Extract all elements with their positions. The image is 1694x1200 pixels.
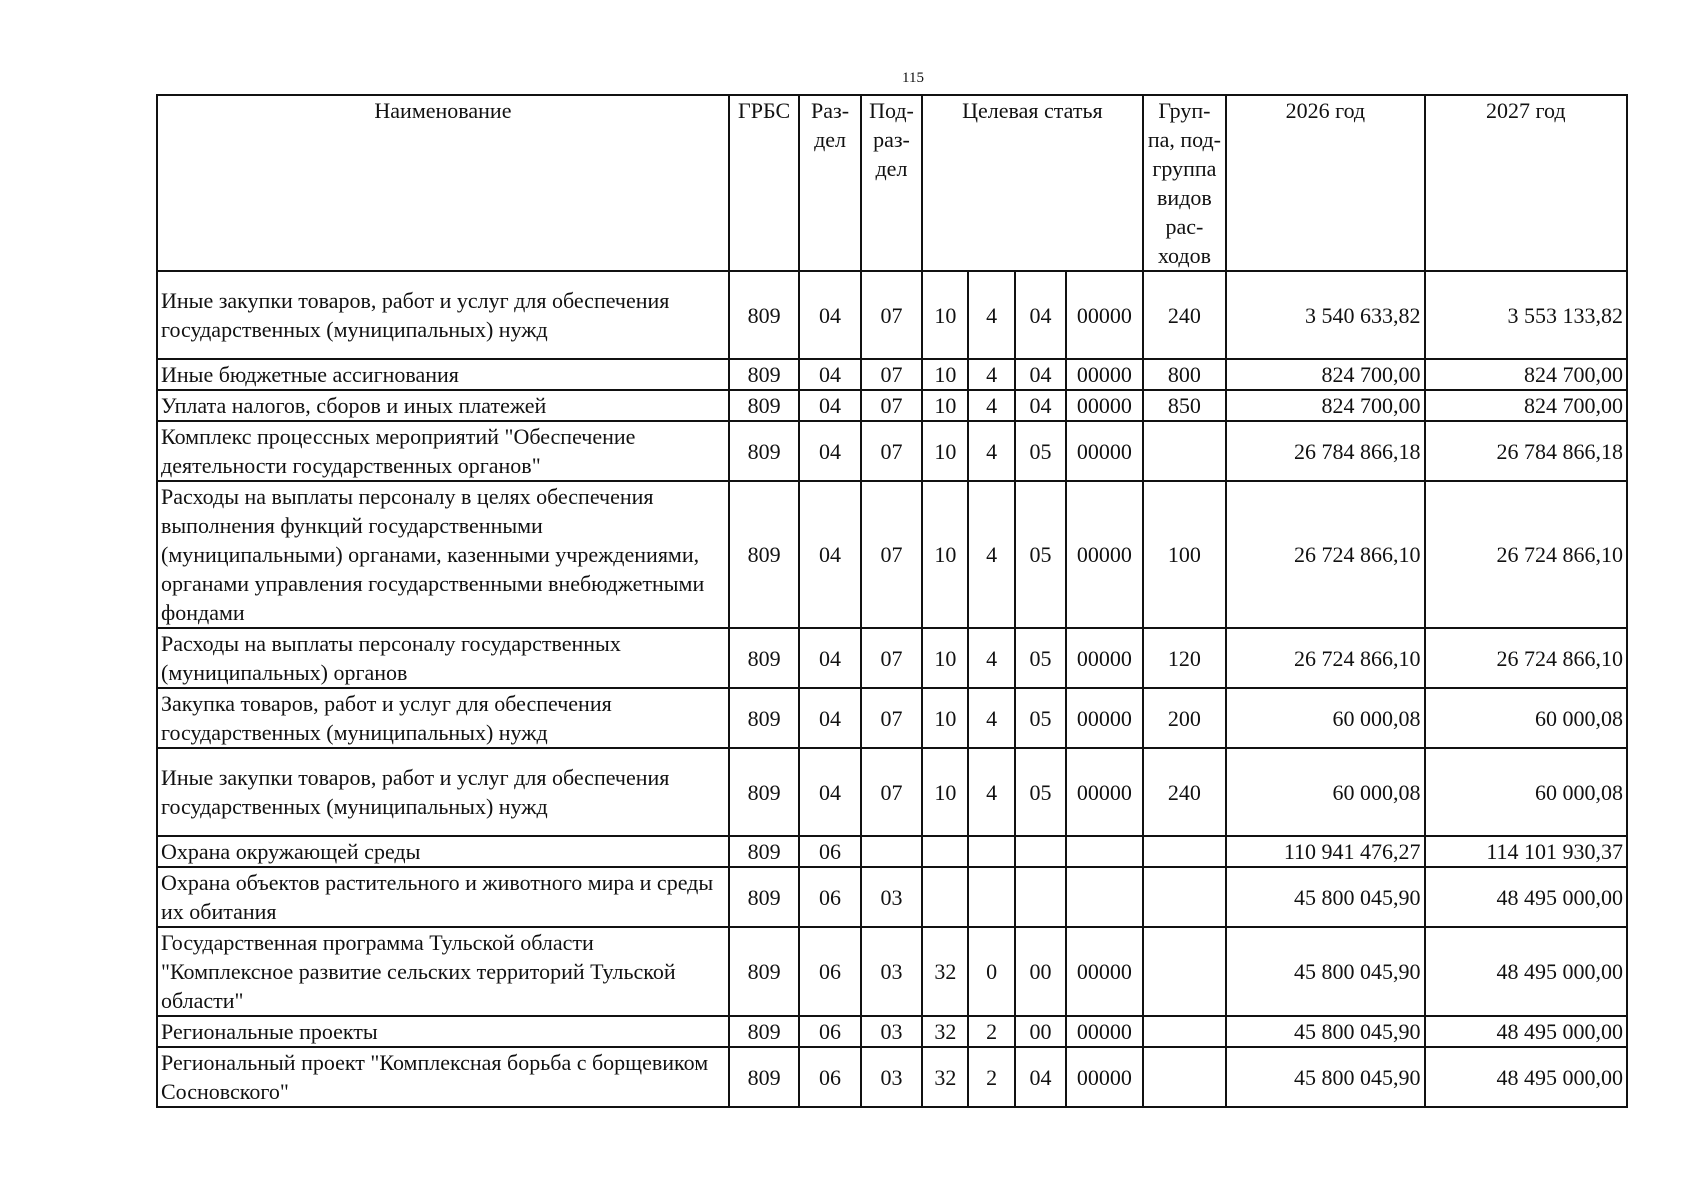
table-row <box>157 1016 1627 1047</box>
cell-2027: 48 495 000,00 <box>1425 1047 1627 1107</box>
cell-target-type: 4 <box>968 421 1014 481</box>
cell-target-direction: 00000 <box>1066 688 1143 748</box>
cell-2027: 824 700,00 <box>1425 390 1627 421</box>
cell-name: Иные закупки товаров, работ и услуг для обеспечения государственных (муниципальных) нужд <box>157 271 729 359</box>
cell-podrazdel: 07 <box>861 421 922 481</box>
cell-target-direction: 00000 <box>1066 1047 1143 1107</box>
cell-name: Охрана окружающей среды <box>157 836 729 867</box>
cell-2026: 26 724 866,10 <box>1226 481 1424 628</box>
cell-podrazdel: 03 <box>861 1016 922 1047</box>
header-gruppa: Груп- па, под- группа видов рас- ходов <box>1143 95 1227 271</box>
cell-target-subprogram: 04 <box>1015 390 1066 421</box>
cell-target-program: 32 <box>922 1047 968 1107</box>
table-row <box>157 628 1627 688</box>
table-row <box>157 271 1627 359</box>
table-row <box>157 481 1627 628</box>
cell-expense-group: 850 <box>1143 390 1227 421</box>
table-row <box>157 836 1627 867</box>
cell-target-type <box>968 867 1014 927</box>
cell-target-type <box>968 836 1014 867</box>
cell-target-subprogram: 05 <box>1015 748 1066 836</box>
cell-grbs: 809 <box>729 271 799 359</box>
cell-target-direction: 00000 <box>1066 628 1143 688</box>
cell-target-subprogram: 04 <box>1015 271 1066 359</box>
cell-2026: 45 800 045,90 <box>1226 927 1424 1016</box>
cell-expense-group: 800 <box>1143 359 1227 390</box>
page-number: 115 <box>902 70 924 86</box>
table-row <box>157 421 1627 481</box>
cell-podrazdel: 07 <box>861 271 922 359</box>
cell-name: Расходы на выплаты персоналу в целях обеспечения выполнения функций государственными (муниципальными) органами, казенными учреждениями, органами управления государственными внебюджетными фондами <box>157 481 729 628</box>
cell-name: Иные закупки товаров, работ и услуг для обеспечения государственных (муниципальных) нужд <box>157 748 729 836</box>
cell-expense-group <box>1143 867 1227 927</box>
cell-name: Охрана объектов растительного и животного мира и среды их обитания <box>157 867 729 927</box>
cell-2026: 3 540 633,82 <box>1226 271 1424 359</box>
cell-podrazdel: 07 <box>861 688 922 748</box>
cell-expense-group: 240 <box>1143 748 1227 836</box>
cell-name: Расходы на выплаты персоналу государственных (муниципальных) органов <box>157 628 729 688</box>
cell-2026: 824 700,00 <box>1226 359 1424 390</box>
table-row <box>157 748 1627 836</box>
cell-2027: 48 495 000,00 <box>1425 1016 1627 1047</box>
cell-name: Комплекс процессных мероприятий "Обеспечение деятельности государственных органов" <box>157 421 729 481</box>
table-row <box>157 390 1627 421</box>
cell-2026: 110 941 476,27 <box>1226 836 1424 867</box>
header-grbs: ГРБС <box>729 95 799 271</box>
cell-grbs: 809 <box>729 1016 799 1047</box>
cell-podrazdel: 07 <box>861 390 922 421</box>
cell-expense-group <box>1143 1047 1227 1107</box>
cell-razdel: 04 <box>799 481 860 628</box>
cell-target-subprogram: 05 <box>1015 421 1066 481</box>
header-tselevaya: Целевая статья <box>922 95 1142 271</box>
cell-target-program <box>922 836 968 867</box>
cell-grbs: 809 <box>729 927 799 1016</box>
cell-target-program: 10 <box>922 628 968 688</box>
cell-grbs: 809 <box>729 421 799 481</box>
cell-target-type: 0 <box>968 927 1014 1016</box>
cell-target-direction: 00000 <box>1066 421 1143 481</box>
header-razdel: Раз- дел <box>799 95 860 271</box>
cell-target-direction <box>1066 867 1143 927</box>
header-row <box>157 95 1627 271</box>
cell-target-direction: 00000 <box>1066 359 1143 390</box>
cell-target-type: 4 <box>968 481 1014 628</box>
cell-razdel: 04 <box>799 359 860 390</box>
cell-2026: 60 000,08 <box>1226 748 1424 836</box>
cell-target-program: 10 <box>922 421 968 481</box>
cell-razdel: 06 <box>799 1047 860 1107</box>
header-2027: 2027 год <box>1425 95 1627 271</box>
cell-name: Уплата налогов, сборов и иных платежей <box>157 390 729 421</box>
cell-expense-group <box>1143 421 1227 481</box>
cell-target-program: 10 <box>922 390 968 421</box>
cell-target-program <box>922 867 968 927</box>
cell-target-subprogram: 05 <box>1015 628 1066 688</box>
table-row <box>157 1047 1627 1107</box>
cell-target-type: 4 <box>968 359 1014 390</box>
cell-target-program: 32 <box>922 927 968 1016</box>
cell-grbs: 809 <box>729 836 799 867</box>
cell-2027: 48 495 000,00 <box>1425 867 1627 927</box>
cell-2027: 26 724 866,10 <box>1425 481 1627 628</box>
cell-2027: 3 553 133,82 <box>1425 271 1627 359</box>
cell-podrazdel: 07 <box>861 359 922 390</box>
cell-target-subprogram: 00 <box>1015 927 1066 1016</box>
cell-target-program: 10 <box>922 481 968 628</box>
cell-2026: 60 000,08 <box>1226 688 1424 748</box>
cell-2027: 26 724 866,10 <box>1425 628 1627 688</box>
cell-razdel: 06 <box>799 836 860 867</box>
cell-2027: 26 784 866,18 <box>1425 421 1627 481</box>
cell-razdel: 04 <box>799 390 860 421</box>
cell-2027: 824 700,00 <box>1425 359 1627 390</box>
cell-2026: 26 724 866,10 <box>1226 628 1424 688</box>
cell-target-direction <box>1066 836 1143 867</box>
cell-2026: 26 784 866,18 <box>1226 421 1424 481</box>
cell-razdel: 04 <box>799 688 860 748</box>
cell-2027: 114 101 930,37 <box>1425 836 1627 867</box>
cell-razdel: 06 <box>799 927 860 1016</box>
cell-name: Государственная программа Тульской области "Комплексное развитие сельских территорий Тульской области" <box>157 927 729 1016</box>
cell-grbs: 809 <box>729 481 799 628</box>
cell-target-program: 10 <box>922 748 968 836</box>
cell-expense-group <box>1143 1016 1227 1047</box>
cell-razdel: 06 <box>799 867 860 927</box>
cell-target-direction: 00000 <box>1066 271 1143 359</box>
cell-podrazdel: 03 <box>861 867 922 927</box>
cell-target-subprogram: 05 <box>1015 481 1066 628</box>
cell-razdel: 04 <box>799 421 860 481</box>
cell-2026: 824 700,00 <box>1226 390 1424 421</box>
cell-name: Региональные проекты <box>157 1016 729 1047</box>
cell-razdel: 04 <box>799 748 860 836</box>
cell-grbs: 809 <box>729 867 799 927</box>
cell-podrazdel: 03 <box>861 1047 922 1107</box>
cell-razdel: 04 <box>799 271 860 359</box>
cell-2026: 45 800 045,90 <box>1226 1016 1424 1047</box>
cell-target-direction: 00000 <box>1066 927 1143 1016</box>
cell-expense-group: 240 <box>1143 271 1227 359</box>
cell-target-subprogram <box>1015 836 1066 867</box>
cell-target-direction: 00000 <box>1066 481 1143 628</box>
cell-target-type: 2 <box>968 1047 1014 1107</box>
cell-name: Региональный проект "Комплексная борьба с борщевиком Сосновского" <box>157 1047 729 1107</box>
cell-target-subprogram: 05 <box>1015 688 1066 748</box>
cell-name: Иные бюджетные ассигнования <box>157 359 729 390</box>
cell-podrazdel: 07 <box>861 748 922 836</box>
cell-grbs: 809 <box>729 748 799 836</box>
table-row <box>157 359 1627 390</box>
cell-target-subprogram: 00 <box>1015 1016 1066 1047</box>
cell-expense-group: 120 <box>1143 628 1227 688</box>
cell-2026: 45 800 045,90 <box>1226 1047 1424 1107</box>
cell-grbs: 809 <box>729 1047 799 1107</box>
cell-target-subprogram: 04 <box>1015 359 1066 390</box>
cell-target-type: 4 <box>968 628 1014 688</box>
cell-podrazdel: 03 <box>861 927 922 1016</box>
cell-grbs: 809 <box>729 390 799 421</box>
cell-expense-group: 100 <box>1143 481 1227 628</box>
header-podrazdel: Под- раз- дел <box>861 95 922 271</box>
cell-target-subprogram: 04 <box>1015 1047 1066 1107</box>
cell-target-type: 4 <box>968 390 1014 421</box>
cell-target-type: 4 <box>968 748 1014 836</box>
header-name: Наименование <box>157 95 729 271</box>
cell-grbs: 809 <box>729 359 799 390</box>
cell-expense-group: 200 <box>1143 688 1227 748</box>
cell-2027: 60 000,08 <box>1425 688 1627 748</box>
cell-expense-group <box>1143 927 1227 1016</box>
cell-target-type: 2 <box>968 1016 1014 1047</box>
cell-name: Закупка товаров, работ и услуг для обеспечения государственных (муниципальных) нужд <box>157 688 729 748</box>
cell-2026: 45 800 045,90 <box>1226 867 1424 927</box>
cell-podrazdel: 07 <box>861 481 922 628</box>
table-row <box>157 688 1627 748</box>
cell-razdel: 04 <box>799 628 860 688</box>
cell-target-program: 10 <box>922 359 968 390</box>
cell-razdel: 06 <box>799 1016 860 1047</box>
cell-2027: 60 000,08 <box>1425 748 1627 836</box>
header-2026: 2026 год <box>1226 95 1424 271</box>
cell-target-subprogram <box>1015 867 1066 927</box>
cell-target-type: 4 <box>968 688 1014 748</box>
cell-target-program: 10 <box>922 271 968 359</box>
cell-podrazdel: 07 <box>861 628 922 688</box>
cell-expense-group <box>1143 836 1227 867</box>
cell-2027: 48 495 000,00 <box>1425 927 1627 1016</box>
cell-grbs: 809 <box>729 628 799 688</box>
cell-target-direction: 00000 <box>1066 1016 1143 1047</box>
cell-target-direction: 00000 <box>1066 390 1143 421</box>
table-row <box>157 867 1627 927</box>
cell-target-program: 10 <box>922 688 968 748</box>
cell-target-direction: 00000 <box>1066 748 1143 836</box>
budget-table <box>156 94 1628 1108</box>
cell-target-type: 4 <box>968 271 1014 359</box>
cell-grbs: 809 <box>729 688 799 748</box>
cell-podrazdel <box>861 836 922 867</box>
cell-target-program: 32 <box>922 1016 968 1047</box>
table-row <box>157 927 1627 1016</box>
